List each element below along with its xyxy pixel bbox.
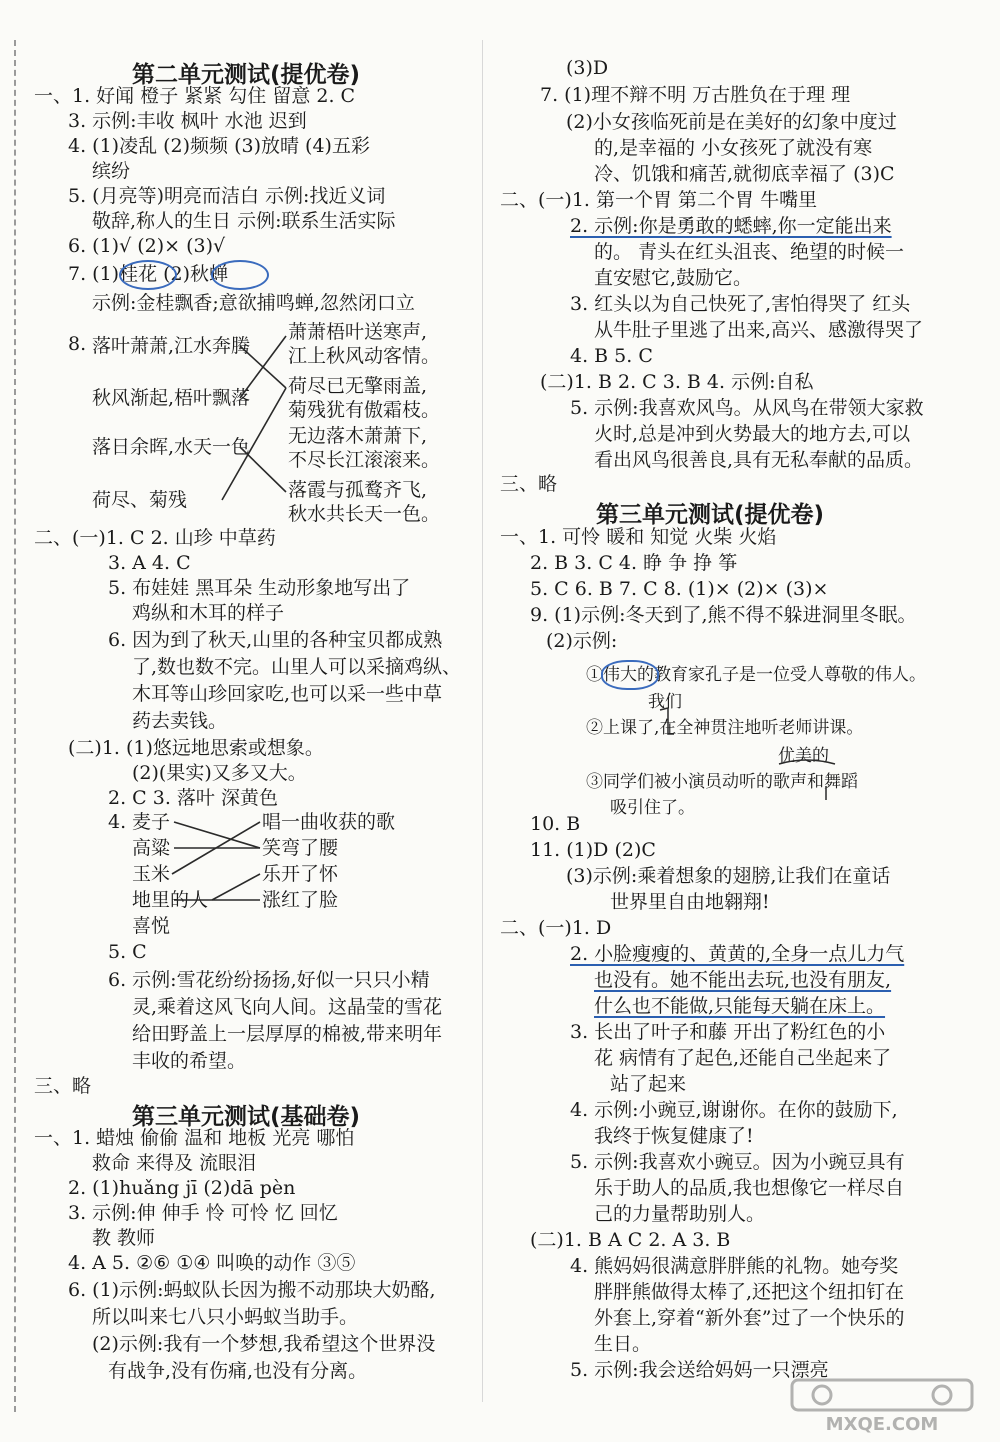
answer-line: 5. 示例:我会送给妈妈一只漂亮 [570,1359,829,1381]
answer-line: 给田野盖上一层厚厚的棉被,带来明年 [132,1023,443,1045]
answer-line: (二)1. (1)悠远地思索或想象。 [68,737,324,759]
answer-line: 站了起来 [610,1073,687,1095]
match-right-item: 萧萧梧叶送寒声, [288,321,428,343]
match-left-item: 玉米 [132,863,171,885]
answer-line: 一、1. 好闻 橙子 紧紧 勾住 留意 2. C [34,85,356,107]
answer-line: 一、1. 蜡烛 偷偷 温和 地板 光亮 哪怕 [34,1127,355,1149]
answer-line: 3. 红头以为自己快死了,害怕得哭了 红头 [570,293,911,315]
answer-line: 3. A 4. C [108,552,191,574]
answer-line: 9. (1)示例:冬天到了,熊不得不躲进洞里冬眠。 [530,604,917,626]
answer-line: 有战争,没有伤痛,也没有分离。 [108,1360,368,1382]
answer-line: 了,数也数不完。山里人可以采摘鸡纵、 [132,656,462,678]
answer-line: 5. 示例:我喜欢风鸟。从风鸟在带领大家救 [570,397,924,419]
answer-line: 乐于助人的品质,我也想像它一样尽自 [594,1177,905,1199]
answer-line: 2. C 3. 落叶 深黄色 [108,787,278,809]
answer-line: 7. (1)桂花 (2)秋蝉 [68,263,229,285]
answer-line: (二)1. B 2. C 3. B 4. 示例:自私 [540,371,814,393]
answer-line: (2)示例:我有一个梦想,我希望这个世界没 [92,1333,436,1355]
match-right-item: 涨红了脸 [262,889,339,911]
match-right-item: 唱一曲收获的歌 [262,811,396,833]
answer-line: 木耳等山珍回家吃,也可以采一些中草 [132,683,443,705]
answer-line: 10. B [530,813,581,835]
answer-line: 的。 青头在红头沮丧、绝望的时候一 [594,241,905,263]
answer-line: 11. (1)D (2)C [530,839,656,861]
answer-line: 二、(一)1. D [500,917,612,939]
answer-line: 冷、饥饿和痛苦,就彻底幸福了 (3)C [594,163,895,185]
answer-line: 生日。 [594,1333,652,1355]
answer-line: 三、略 [34,1075,92,1097]
match-right-item: 菊残犹有傲霜枝。 [288,399,441,421]
match-right-item: 秋水共长天一色。 [288,503,441,525]
answer-line: 火时,总是冲到火势最大的地方去,可以 [594,423,911,445]
answer-line: 3. 长出了叶子和藤 开出了粉红色的小 [570,1021,886,1043]
answer-line: 4. A 5. ②⑥ ①④ 叫唤的动作 ③⑤ [68,1252,356,1274]
answer-line: 敬辞,称人的生日 示例:联系生活实际 [92,210,396,232]
answer-line: 花 病情有了起色,还能自己坐起来了 [594,1047,892,1069]
insert-word: 优美的 [778,746,829,766]
answer-line: (二)1. B A C 2. A 3. B [530,1229,731,1251]
answer-line: 2. (1)huǎng jī (2)dā pèn [68,1177,296,1199]
question-number: 8. [68,333,87,355]
match-left-item: 落日余晖,水天一色 [92,436,251,458]
match-left-item: 荷尽、菊残 [92,489,188,511]
answer-line: 灵,乘着这风飞向人间。这晶莹的雪花 [132,996,443,1018]
answer-line: 教 教师 [92,1227,156,1249]
answer-line: 世界里自由地翱翔! [610,891,770,913]
answer-line: (3)示例:乘着想象的翅膀,让我们在童话 [566,865,891,887]
answer-line: 胖胖熊做得太棒了,还把这个纽扣钉在 [594,1281,905,1303]
match-left-item: 麦子 [132,811,171,833]
match-right-item: 荷尽已无擎雨盖, [288,375,428,397]
answer-line: 示例:金桂飘香;意欲捕鸣蝉,忽然闭口立 [92,292,415,314]
answer-line: 4. B 5. C [570,345,653,367]
answer-line: (2)示例: [546,630,618,652]
answer-line: 所以叫来七八只小蚂蚁当助手。 [92,1306,359,1328]
answer-line: 一、1. 可怜 暖和 知觉 火柴 火焰 [500,526,777,548]
underlined-answer-line: 也没有。她不能出去玩,也没有朋友, [594,969,892,991]
answer-line: 二、(一)1. C 2. 山珍 中草药 [34,527,276,549]
edit-sentence-3: ③同学们被小演员动听的歌声和舞蹈 [586,772,858,792]
answer-line: 6. (1)√ (2)× (3)√ [68,235,226,257]
match-left-item: 秋风渐起,梧叶飘落 [92,387,251,409]
underlined-answer-line: 2. 示例:你是勇敢的蟋蟀,你一定能出来 [570,215,892,237]
answer-line: 看出风鸟很善良,具有无私奉献的品质。 [594,449,924,471]
answer-line: 的,是幸福的 小女孩死了就没有寒 [594,137,873,159]
answer-line: 丰收的希望。 [132,1050,247,1072]
unit2-advanced-title: 第二单元测试(提优卷) [132,62,361,88]
answer-line: 从牛肚子里逃了出来,高兴、感激得哭了 [594,319,924,341]
answer-line: 5. 布娃娃 黑耳朵 生动形象地写出了 [108,577,411,599]
answer-line: 4. 示例:小豌豆,谢谢你。在你的鼓励下, [570,1099,898,1121]
answer-line: 5. 示例:我喜欢小豌豆。因为小豌豆具有 [570,1151,905,1173]
insert-word: 我们 [648,692,682,712]
edit-sentence-3-cont: 吸引住了。 [610,798,695,818]
match-left-item: 喜悦 [132,915,171,937]
answer-line: 缤纷 [92,160,131,182]
edit-sentence-2: ②上课了,在全神贯注地听老师讲课。 [586,718,864,738]
answer-line: 鸡纵和木耳的样子 [132,602,285,624]
match-left-item: 高粱 [132,837,171,859]
answer-line: 6. 示例:雪花纷纷扬扬,好似一只只小精 [108,969,430,991]
question-number: 4. [108,811,127,833]
answer-line: 4. 熊妈妈很满意胖胖熊的礼物。她夸奖 [570,1255,899,1277]
answer-line: 2. B 3. C 4. 睁 争 挣 筝 [530,552,738,574]
match-right-item: 无边落木萧萧下, [288,425,428,447]
answer-line: (2)小女孩临死前是在美好的幻象中度过 [566,111,897,133]
underlined-answer-line: 2. 小脸瘦瘦的、黄黄的,全身一点儿力气 [570,943,905,965]
answer-line: 我终于恢复健康了! [594,1125,754,1147]
answer-line: 4. (1)凌乱 (2)频频 (3)放晴 (4)五彩 [68,135,370,157]
unit3-basic-title: 第三单元测试(基础卷) [132,1104,361,1130]
unit3-advanced-title: 第三单元测试(提优卷) [596,502,825,528]
svg-text:MXQE.COM: MXQE.COM [825,1414,939,1435]
match-right-item: 落霞与孤鹜齐飞, [288,479,428,501]
answer-line: (3)D [566,57,609,79]
match-right-item: 不尽长江滚滚来。 [288,449,441,471]
answer-line: 救命 来得及 流眼泪 [92,1152,257,1174]
answer-line: 三、略 [500,473,558,495]
answer-line: 6. (1)示例:蚂蚁队长因为搬不动那块大奶酪, [68,1279,436,1301]
match-left-item: 落叶萧萧,江水奔腾 [92,335,251,357]
answer-line: 3. 示例:丰收 枫叶 水池 迟到 [68,110,307,132]
answer-line: 直安慰它,鼓励它。 [594,267,753,289]
answer-line: 外套上,穿着“新外套”过了一个快乐的 [594,1307,905,1329]
match-right-item: 笑弯了腰 [262,837,339,859]
match-left-item: 地里的人 [132,889,209,911]
answer-line: (2)(果实)又多又大。 [132,762,307,784]
match-right-item: 江上秋风动客情。 [288,345,441,367]
answer-line: 5. C [108,941,147,963]
answer-line: 5. (月亮等)明亮而洁白 示例:找近义词 [68,185,386,207]
answer-line: 7. (1)理不辩不明 万古胜负在于理 理 [540,84,851,106]
answer-line: 二、(一)1. 第一个胃 第二个胃 牛嘴里 [500,189,818,211]
answer-line: 6. 因为到了秋天,山里的各种宝贝都成熟 [108,629,443,651]
edit-sentence-1: ①伟大的教育家孔子是一位受人尊敬的伟人。 [586,665,926,685]
watermark-logo [782,1376,982,1436]
answer-line: 己的力量帮助别人。 [594,1203,766,1225]
answer-line: 3. 示例:伸 伸手 怜 可怜 忆 回忆 [68,1202,338,1224]
answer-line: 药去卖钱。 [132,710,228,732]
match-right-item: 乐开了怀 [262,863,339,885]
answer-line: 5. C 6. B 7. C 8. (1)× (2)× (3)× [530,578,829,600]
underlined-answer-line: 什么也不能做,只能每天躺在床上。 [594,995,886,1017]
